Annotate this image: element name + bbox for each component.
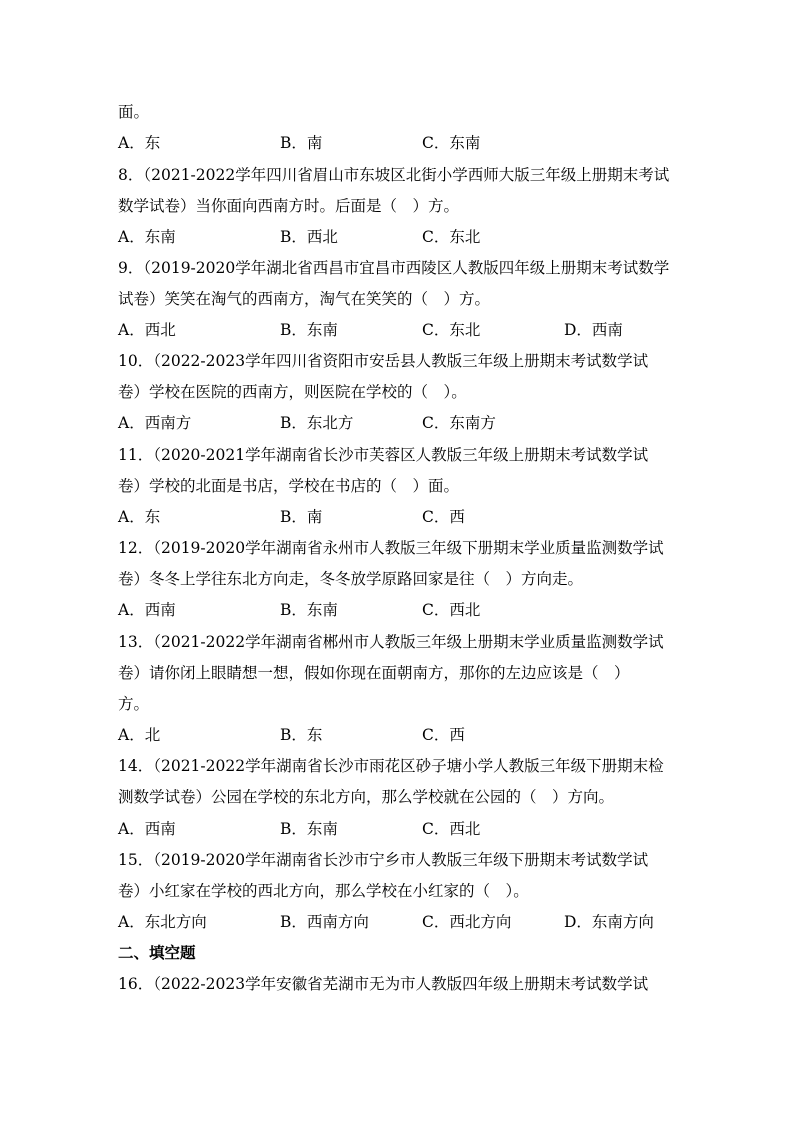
q7-option-c[interactable]: C．东南 [422, 134, 481, 152]
q10-option-c[interactable]: C．东南方 [422, 414, 496, 432]
q11-options [118, 506, 678, 528]
q9-option-d[interactable]: D．西南 [564, 321, 623, 339]
q12-options [118, 599, 678, 621]
q15-line2: 卷）小红家在学校的西北方向，那么学校在小红家的（ ）。 [118, 882, 529, 900]
q11-option-b[interactable]: B．南 [280, 508, 323, 526]
q16-line1: 16．（2022-2023学年安徽省芜湖市无为市人教版四年级上册期末考试数学试 [118, 975, 649, 993]
q10-options [118, 412, 678, 434]
q15-option-a[interactable]: A．东北方向 [118, 913, 207, 931]
q11-line2: 卷）学校的北面是书店，学校在书店的（ ）面。 [118, 477, 460, 495]
q15-option-c[interactable]: C．西北方向 [422, 913, 512, 931]
q8-line1: 8．（2021-2022学年四川省眉山市东坡区北街小学西师大版三年级上册期末考试 [118, 166, 670, 184]
q13-option-a[interactable]: A．北 [118, 726, 161, 744]
q8-options [118, 226, 678, 248]
q12-option-c[interactable]: C．西北 [422, 601, 481, 619]
q13-option-b[interactable]: B．东 [280, 726, 323, 744]
q9-options [118, 319, 678, 341]
q9-option-b[interactable]: B．东南 [280, 321, 338, 339]
q11-line1: 11．（2020-2021学年湖南省长沙市芙蓉区人教版三年级上册期末考试数学试 [118, 446, 649, 464]
q7-options [118, 132, 678, 154]
section-heading-fill-in: 二、填空题 [118, 943, 196, 962]
q8-option-b[interactable]: B．西北 [280, 228, 338, 246]
q7-option-a[interactable]: A．东 [118, 134, 161, 152]
q8-line2: 数学试卷）当你面向西南方时。后面是（ ）方。 [118, 197, 460, 215]
q14-line2: 测数学试卷）公园在学校的东北方向，那么学校就在公园的（ ）方向。 [118, 788, 615, 806]
q15-option-b[interactable]: B．西南方向 [280, 913, 369, 931]
q12-option-b[interactable]: B．东南 [280, 601, 338, 619]
q13-option-c[interactable]: C．西 [422, 726, 465, 744]
q14-options [118, 818, 678, 840]
q10-option-b[interactable]: B．东北方 [280, 414, 354, 432]
q8-option-c[interactable]: C．东北 [422, 228, 481, 246]
q11-option-a[interactable]: A．东 [118, 508, 161, 526]
q9-line1: 9．（2019-2020学年湖北省西昌市宜昌市西陵区人教版四年级上册期末考试数学 [118, 259, 670, 277]
q15-options [118, 911, 678, 933]
q11-option-c[interactable]: C．西 [422, 508, 465, 526]
q14-option-a[interactable]: A．西南 [118, 820, 176, 838]
q14-line1: 14．（2021-2022学年湖南省长沙市雨花区砂子塘小学人教版三年级下册期末检 [118, 757, 664, 775]
q12-option-a[interactable]: A．西南 [118, 601, 176, 619]
q9-option-a[interactable]: A．西北 [118, 321, 176, 339]
q14-option-b[interactable]: B．东南 [280, 820, 338, 838]
q14-option-c[interactable]: C．西北 [422, 820, 481, 838]
q13-line3: 方。 [118, 695, 150, 713]
q13-line2: 卷）请你闭上眼睛想一想，假如你现在面朝南方，那你的左边应该是（ ） [118, 664, 630, 682]
q13-line1: 13．（2021-2022学年湖南省郴州市人教版三年级上册期末学业质量监测数学试 [118, 633, 664, 651]
q10-line1: 10．（2022-2023学年四川省资阳市安岳县人教版三年级上册期末考试数学试 [118, 352, 649, 370]
q10-line2: 卷）学校在医院的西南方，则医院在学校的（ ）。 [118, 383, 467, 401]
q8-option-a[interactable]: A．东南 [118, 228, 176, 246]
q9-line2: 试卷）笑笑在淘气的西南方，淘气在笑笑的（ ）方。 [118, 290, 491, 308]
q15-option-d[interactable]: D．东南方向 [564, 913, 654, 931]
q12-line2: 卷）冬冬上学往东北方向走，冬冬放学原路回家是往（ ）方向走。 [118, 570, 584, 588]
q10-option-a[interactable]: A．西南方 [118, 414, 192, 432]
q13-options [118, 724, 678, 746]
q7-option-b[interactable]: B．南 [280, 134, 323, 152]
q7-tail: 面。 [118, 103, 150, 121]
q9-option-c[interactable]: C．东北 [422, 321, 481, 339]
q15-line1: 15．（2019-2020学年湖南省长沙市宁乡市人教版三年级下册期末考试数学试 [118, 851, 649, 869]
q12-line1: 12．（2019-2020学年湖南省永州市人教版三年级下册期末学业质量监测数学试 [118, 539, 664, 557]
